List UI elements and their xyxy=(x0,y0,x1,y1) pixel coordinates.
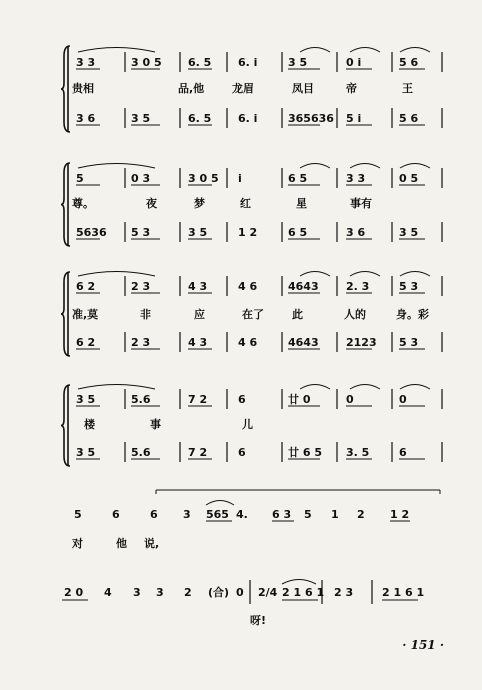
accomp-note: 6 xyxy=(238,446,246,459)
lyric-text: 楼 xyxy=(84,418,95,431)
slur xyxy=(350,385,380,390)
lyric-text: 夜 xyxy=(146,197,157,210)
accomp-note: 2 3 xyxy=(131,336,151,349)
melody-note: 6 3 xyxy=(272,508,292,521)
lyric-text: 星 xyxy=(296,197,307,210)
melody-note: 0 3 xyxy=(131,172,151,185)
melody-note: 6 xyxy=(150,508,158,521)
notation-marks xyxy=(62,48,440,628)
melody-note: 3 5 xyxy=(288,56,308,69)
lyric-text: 品,他 xyxy=(178,82,205,95)
melody-note: 3 5 xyxy=(76,393,96,406)
lyric-text: 王 xyxy=(402,82,413,95)
melody-note: 7 2 xyxy=(188,393,208,406)
melody-note: (合) xyxy=(208,586,230,599)
melody-note: 廿 0 xyxy=(288,393,311,406)
melody-note: 2 xyxy=(357,508,365,521)
page-number: · 151 · xyxy=(402,638,444,652)
accomp-note: 5.6 xyxy=(131,446,151,459)
lyric-text: 事有 xyxy=(350,197,372,210)
accomp-note: 6. i xyxy=(238,112,258,125)
slur xyxy=(78,385,155,390)
accomp-note: 3 6 xyxy=(76,112,96,125)
melody-note: 2. 3 xyxy=(346,280,370,293)
melody-note: 0 xyxy=(346,393,354,406)
lyric-text: 非 xyxy=(140,308,151,321)
accomp-note: 3 5 xyxy=(188,226,208,239)
accomp-note: 2123 xyxy=(346,336,377,349)
melody-note: 0 xyxy=(399,393,407,406)
melody-note: 2 3 xyxy=(131,280,151,293)
accomp-note: 3 6 xyxy=(346,226,366,239)
melody-note: i xyxy=(238,172,242,185)
slur xyxy=(78,272,155,277)
lyric-text: 身。彩 xyxy=(396,308,429,321)
lyric-text: 在了 xyxy=(242,308,264,321)
slur xyxy=(400,385,430,390)
melody-note: 5 xyxy=(76,172,84,185)
accomp-note: 6 2 xyxy=(76,336,96,349)
melody-note: 4 3 xyxy=(188,280,208,293)
accomp-note: 廿 6 5 xyxy=(288,446,322,459)
melody-note: 3 0 5 xyxy=(188,172,219,185)
staff-lines xyxy=(61,46,442,466)
melody-note: 6. i xyxy=(238,56,258,69)
melody-note: 4. xyxy=(236,508,248,521)
melody-note: 3 xyxy=(133,586,141,599)
accomp-note: 5 i xyxy=(346,112,362,125)
melody-note: 2 3 xyxy=(334,586,354,599)
lyric-text: 儿 xyxy=(242,418,253,431)
slur xyxy=(350,164,380,169)
melody-note: 6 5 xyxy=(288,172,308,185)
accomp-note: 3 5 xyxy=(76,446,96,459)
melody-note: 6 xyxy=(238,393,246,406)
melody-note: 3 3 xyxy=(346,172,366,185)
slur xyxy=(78,48,155,53)
lyric-text: 准,莫 xyxy=(72,308,99,321)
accomp-note: 365636 xyxy=(288,112,334,125)
lyric-text: 人的 xyxy=(344,308,366,321)
melody-note: 5 3 xyxy=(399,280,419,293)
lyric-text: 说, xyxy=(144,537,160,550)
melody-note: 2/4 xyxy=(258,586,278,599)
melody-note: 2 1 6 1 xyxy=(282,586,325,599)
melody-note: 3 xyxy=(183,508,191,521)
melody-note: 2 0 xyxy=(64,586,84,599)
lyric-text: 他 xyxy=(116,537,127,550)
accomp-note: 4 3 xyxy=(188,336,208,349)
lyric-text: 应 xyxy=(194,308,205,321)
lyric-text: 对 xyxy=(72,537,83,550)
accomp-note: 1 2 xyxy=(238,226,258,239)
accomp-note: 7 2 xyxy=(188,446,208,459)
lyric-text: 帝 xyxy=(346,82,357,95)
accomp-note: 3 5 xyxy=(399,226,419,239)
lyric-text: 凤目 xyxy=(292,82,314,95)
accomp-note: 6. 5 xyxy=(188,112,212,125)
melody-note: 0 5 xyxy=(399,172,419,185)
accomp-note: 3 5 xyxy=(131,112,151,125)
melody-note: 5 xyxy=(304,508,312,521)
melody-note: 5 6 xyxy=(399,56,419,69)
accomp-note: 5636 xyxy=(76,226,107,239)
accomp-note: 6 5 xyxy=(288,226,308,239)
accomp-note: 4643 xyxy=(288,336,319,349)
lyric-text: 尊。 xyxy=(72,197,94,210)
accomp-note: 6 xyxy=(399,446,407,459)
slur xyxy=(350,272,380,277)
melody-note: 6 2 xyxy=(76,280,96,293)
melody-note: 4643 xyxy=(288,280,319,293)
accomp-note: 5 3 xyxy=(399,336,419,349)
lyric-text: 贵相 xyxy=(72,82,94,95)
lyric-text: 龙眉 xyxy=(232,82,254,95)
accomp-note: 3. 5 xyxy=(346,446,370,459)
melody-note: 5.6 xyxy=(131,393,151,406)
lyric-text: 呀! xyxy=(250,614,267,627)
slur xyxy=(300,164,330,169)
slur xyxy=(78,164,155,169)
slur xyxy=(350,48,380,53)
melody-note: 0 i xyxy=(346,56,362,69)
lyric-text: 此 xyxy=(292,308,303,321)
accomp-note: 4 6 xyxy=(238,336,258,349)
melody-note: 3 3 xyxy=(76,56,96,69)
melody-note: 2 xyxy=(184,586,192,599)
slur xyxy=(300,48,330,53)
melody-note: 4 xyxy=(104,586,112,599)
melody-note: 3 xyxy=(156,586,164,599)
slur xyxy=(282,580,316,585)
melody-note: 0 xyxy=(236,586,244,599)
lyric-text: 梦 xyxy=(194,197,205,210)
slur xyxy=(400,164,430,169)
slur xyxy=(400,272,430,277)
melody-note: 6. 5 xyxy=(188,56,212,69)
accomp-note: 5 6 xyxy=(399,112,419,125)
melody-note: 1 2 xyxy=(390,508,410,521)
melody-note: 5 xyxy=(74,508,82,521)
accomp-note: 5 3 xyxy=(131,226,151,239)
slur xyxy=(206,501,234,506)
melody-note: 565 xyxy=(206,508,229,521)
slur xyxy=(300,272,330,277)
melody-note: 3 0 5 xyxy=(131,56,162,69)
slur xyxy=(300,385,330,390)
melody-note: 6 xyxy=(112,508,120,521)
lyric-text: 事 xyxy=(150,418,161,431)
melody-note: 1 xyxy=(331,508,339,521)
melody-note: 4 6 xyxy=(238,280,258,293)
lyric-text: 红 xyxy=(240,197,251,210)
melody-note: 2 1 6 1 xyxy=(382,586,425,599)
slur xyxy=(400,48,430,53)
